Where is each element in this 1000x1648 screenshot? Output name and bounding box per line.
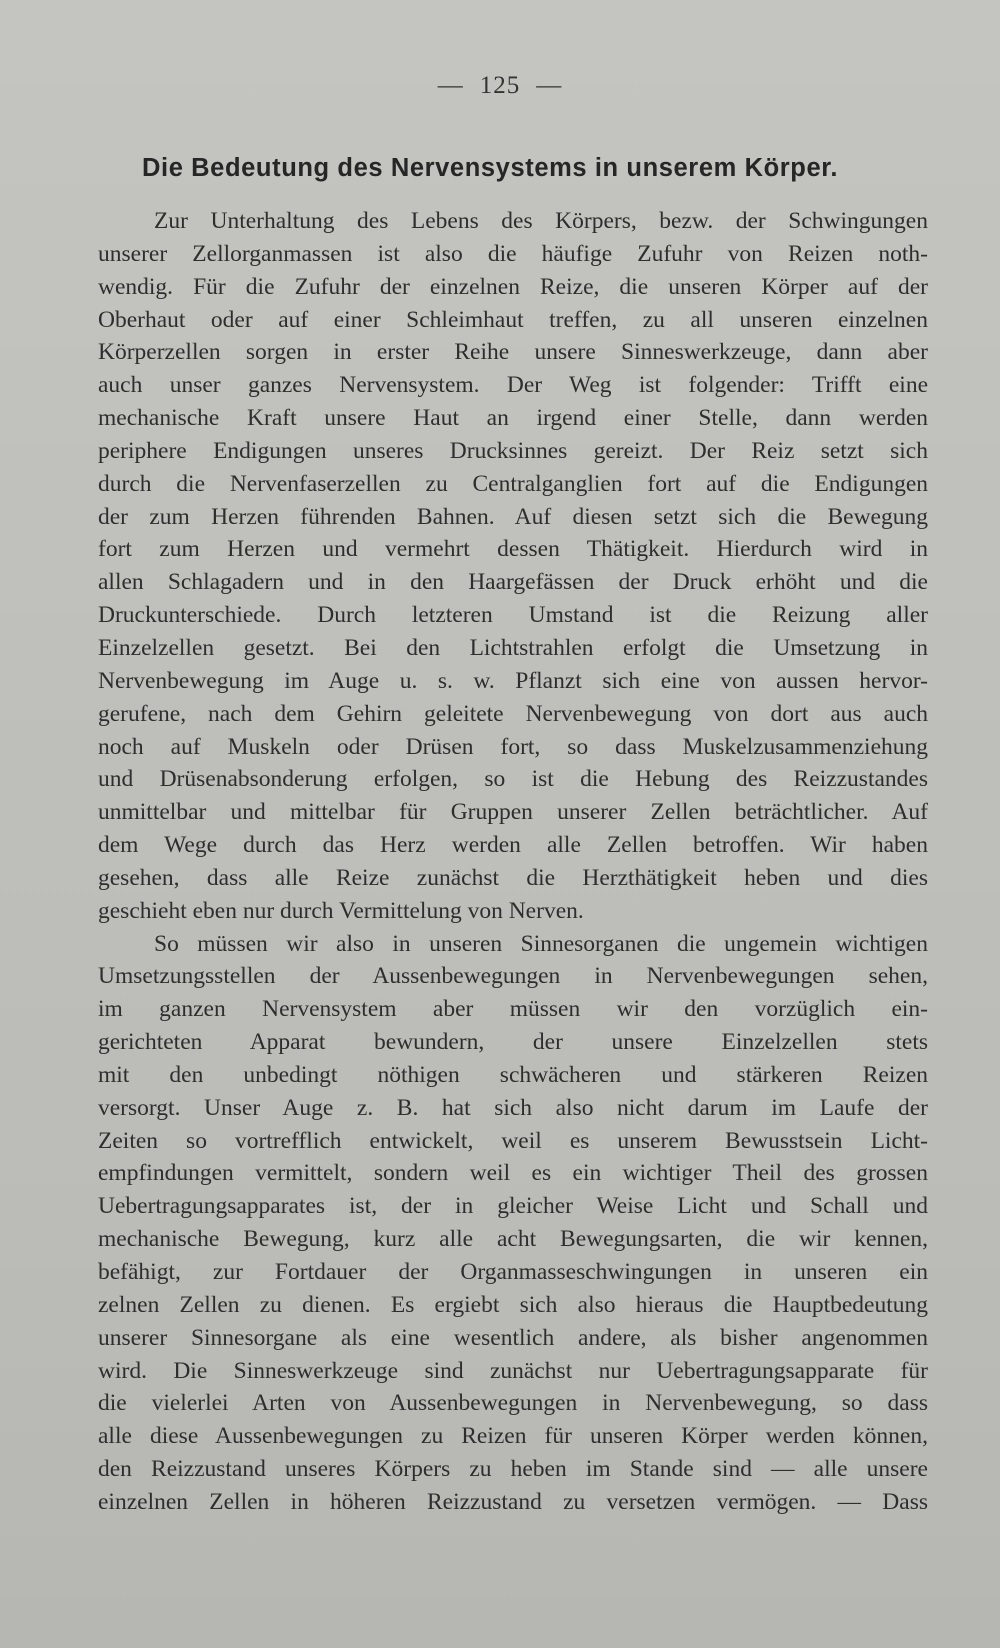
text-line: den Reizzustand unseres Körpers zu heben im Stande sind — alle unsere	[98, 1456, 928, 1483]
text-line: zelnen Zellen zu dienen. Es ergiebt sich also hieraus die Hauptbedeutung	[98, 1291, 928, 1318]
text-line: alle diese Aussenbewegungen zu Reizen für unseren Körper werden können,	[98, 1423, 928, 1450]
text-line: Nervenbewegung im Auge u. s. w. Pflanzt sich eine von aussen hervor-	[98, 667, 928, 694]
chapter-heading: Die Bedeutung des Nervensystems in unserem Körper.	[142, 154, 839, 182]
text-line: versorgt. Unser Auge z. B. hat sich also nicht darum im Laufe der	[98, 1094, 928, 1121]
text-line: mit den unbedingt nöthigen schwächeren und stärkeren Reizen	[98, 1061, 928, 1088]
dash-right: —	[536, 72, 563, 99]
text-line: gerichteten Apparat bewundern, der unsere Einzelzellen stets	[98, 1029, 928, 1056]
text-line: dem Wege durch das Herz werden alle Zellen betroffen. Wir haben	[98, 832, 928, 859]
text-line: unserer Sinnesorgane als eine wesentlich andere, als bisher angenommen	[98, 1324, 928, 1351]
paragraph-1	[98, 205, 928, 928]
text-line: Oberhaut oder auf einer Schleimhaut treffen, zu all unseren einzelnen	[98, 306, 928, 333]
text-line: Körperzellen sorgen in erster Reihe unsere Sinneswerkzeuge, dann aber	[98, 339, 928, 366]
text-line: durch die Nervenfaserzellen zu Centralganglien fort auf die Endigungen	[98, 470, 928, 497]
text-line: mechanische Kraft unsere Haut an irgend einer Stelle, dann werden	[98, 405, 928, 432]
page-number-header	[0, 72, 1000, 100]
text-line: die vielerlei Arten von Aussenbewegungen in Nervenbewegung, so dass	[98, 1390, 928, 1417]
text-line: befähigt, zur Fortdauer der Organmasseschwingungen in unseren ein	[98, 1259, 928, 1285]
text-line: allen Schlagadern und in den Haargefässen der Druck erhöht und die	[98, 569, 928, 596]
text-line: Zur Unterhaltung des Lebens des Körpers, bezw. der Schwingungen	[154, 208, 928, 234]
text-line: So müssen wir also in unseren Sinnesorganen die ungemein wichtigen	[154, 930, 928, 957]
text-line: noch auf Muskeln oder Drüsen fort, so dass Muskelzusammenziehung	[98, 733, 928, 760]
text-line: gesehen, dass alle Reize zunächst die Herzthätigkeit heben und dies	[98, 864, 928, 891]
dash-left: —	[437, 72, 464, 99]
text-line: Einzelzellen gesetzt. Bei den Lichtstrahlen erfolgt die Umsetzung in	[98, 634, 928, 661]
text-line: wendig. Für die Zufuhr der einzelnen Reize, die unseren Körper auf der	[98, 273, 928, 300]
text-line: unserer Zellorganmassen ist also die häufige Zufuhr von Reizen noth-	[98, 240, 928, 267]
text-line: fort zum Herzen und vermehrt dessen Thätigkeit. Hierdurch wird in	[98, 536, 928, 563]
text-line: gerufene, nach dem Gehirn geleitete Nervenbewegung von dort aus auch	[98, 700, 928, 727]
text-line: Zeiten so vortrefflich entwickelt, weil es unserem Bewusstsein Licht-	[98, 1127, 928, 1154]
text-line: unmittelbar und mittelbar für Gruppen unserer Zellen beträchtlicher. Auf	[98, 799, 928, 826]
text-line: wird. Die Sinneswerkzeuge sind zunächst nur Uebertragungsapparate für	[98, 1357, 928, 1384]
page-number: 125	[479, 72, 521, 99]
text-line: im ganzen Nervensystem aber müssen wir den vorzüglich ein-	[98, 996, 928, 1023]
text-line: auch unser ganzes Nervensystem. Der Weg ist folgender: Trifft eine	[98, 372, 928, 399]
text-line: Uebertragungsapparates ist, der in gleicher Weise Licht und Schall und	[98, 1193, 928, 1220]
text-line: der zum Herzen führenden Bahnen. Auf diesen setzt sich die Bewegung	[98, 503, 928, 530]
text-line: periphere Endigungen unseres Drucksinnes gereizt. Der Reiz setzt sich	[98, 437, 928, 464]
text-line: geschieht eben nur durch Vermittelung von Nerven.	[98, 897, 584, 924]
text-line: Umsetzungsstellen der Aussenbewegungen in Nervenbewegungen sehen,	[98, 963, 928, 990]
text-line: Druckunterschiede. Durch letzteren Umstand ist die Reizung aller	[98, 602, 928, 629]
text-line: und Drüsenabsonderung erfolgen, so ist die Hebung des Reizzustandes	[98, 766, 928, 793]
body-text	[98, 205, 928, 1519]
text-line: einzelnen Zellen in höheren Reizzustand zu versetzen vermögen. — Dass	[98, 1488, 928, 1515]
text-line: empfindungen vermittelt, sondern weil es ein wichtiger Theil des grossen	[98, 1160, 928, 1187]
paragraph-2	[98, 928, 928, 1519]
text-line: mechanische Bewegung, kurz alle acht Bewegungsarten, die wir kennen,	[98, 1226, 928, 1253]
